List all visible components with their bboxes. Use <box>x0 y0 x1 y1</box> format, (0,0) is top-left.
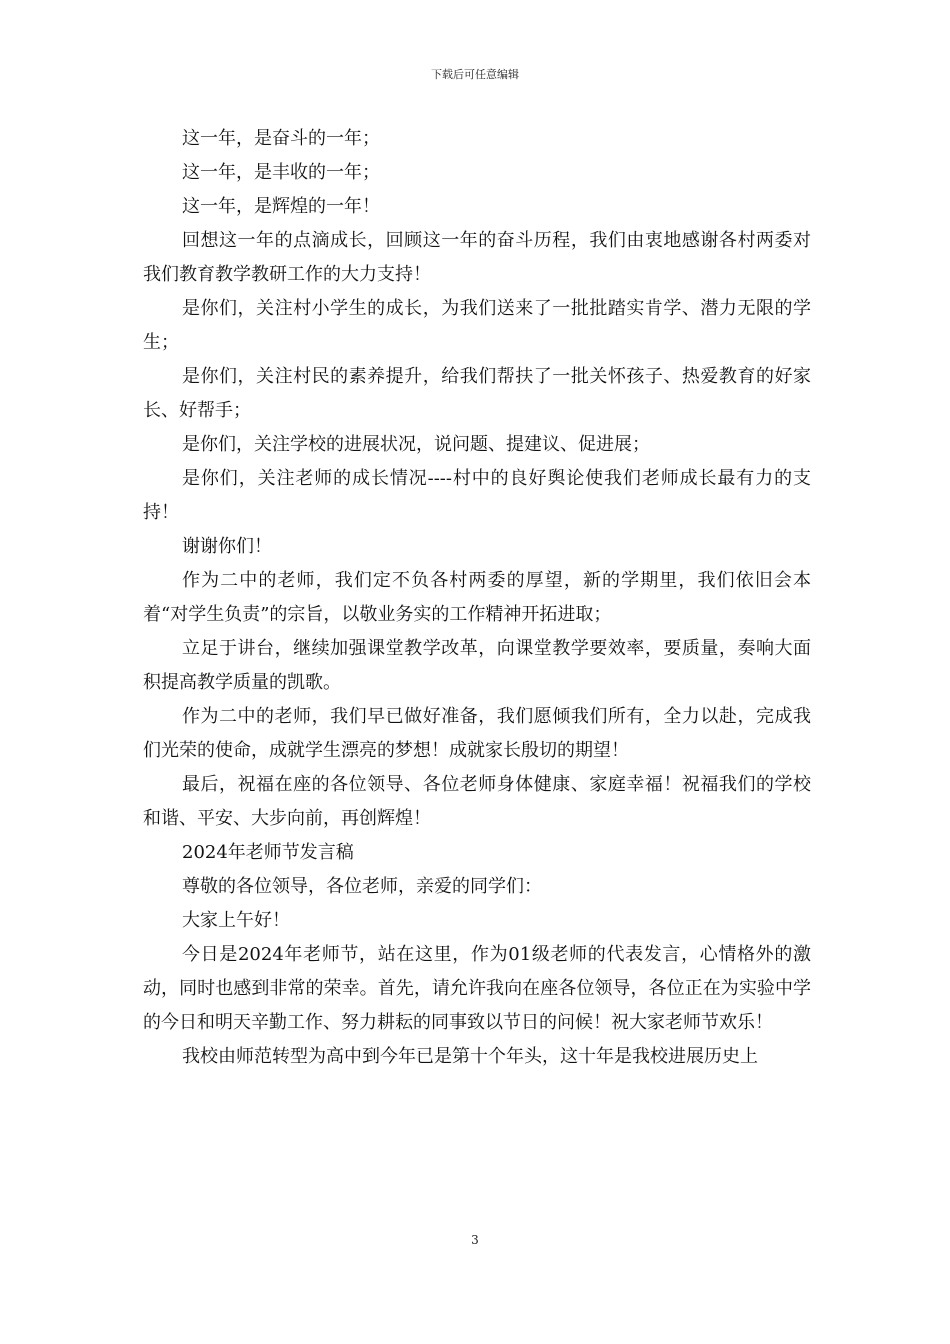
page-number: 3 <box>471 1233 479 1247</box>
paragraph: 谢谢你们！ <box>182 536 272 557</box>
paragraph: 我校由师范转型为高中到今年已是第十个年头，这十年是我校进展历史上 <box>182 1046 758 1067</box>
paragraph: 是你们，关注村民的素养提升，给我们帮扶了一批关怀孩子、热爱教育的好家长、好帮手； <box>143 366 811 421</box>
page-header: 下载后可任意编辑 <box>431 68 519 81</box>
section-title: 2024年老师节发言稿 <box>182 842 354 863</box>
paragraph: 这一年，是丰收的一年； <box>182 162 380 183</box>
paragraph: 是你们，关注老师的成长情况----村中的良好舆论使我们老师成长最有力的支持！ <box>143 468 811 523</box>
paragraph: 作为二中的老师，我们定不负各村两委的厚望，新的学期里，我们依旧会本着“对学生负责”的宗旨，以敬业务实的工作精神开拓进取； <box>143 570 811 625</box>
paragraph: 最后，祝福在座的各位领导、各位老师身体健康、家庭幸福！祝福我们的学校和谐、平安、大步向前，再创辉煌！ <box>143 774 811 829</box>
paragraph: 作为二中的老师，我们早已做好准备，我们愿倾我们所有，全力以赴，完成我们光荣的使命，成就学生漂亮的梦想！成就家长殷切的期望！ <box>143 706 811 761</box>
paragraph: 今日是2024年老师节，站在这里，作为01级老师的代表发言，心情格外的激动，同时也感到非常的荣幸。首先，请允许我向在座各位领导，各位正在为实验中学的今日和明天辛勤工作、努力耕耘的同事致以节日的问候！祝大家老师节欢乐！ <box>143 944 811 1033</box>
paragraph: 这一年，是辉煌的一年！ <box>182 196 380 217</box>
paragraph: 回想这一年的点滴成长，回顾这一年的奋斗历程，我们由衷地感谢各村两委对我们教育教学教研工作的大力支持！ <box>143 230 811 285</box>
paragraph: 是你们，关注学校的进展状况，说问题、提建议、促进展； <box>182 434 650 455</box>
greeting: 大家上午好！ <box>182 910 290 931</box>
salutation: 尊敬的各位领导，各位老师，亲爱的同学们： <box>182 876 542 897</box>
paragraph: 立足于讲台，继续加强课堂教学改革，向课堂教学要效率，要质量，奏响大面积提高教学质量的凯歌。 <box>143 638 811 693</box>
document-body <box>143 122 811 1074</box>
paragraph: 是你们，关注村小学生的成长，为我们送来了一批批踏实肯学、潜力无限的学生； <box>143 298 811 353</box>
paragraph: 这一年，是奋斗的一年； <box>182 128 380 149</box>
